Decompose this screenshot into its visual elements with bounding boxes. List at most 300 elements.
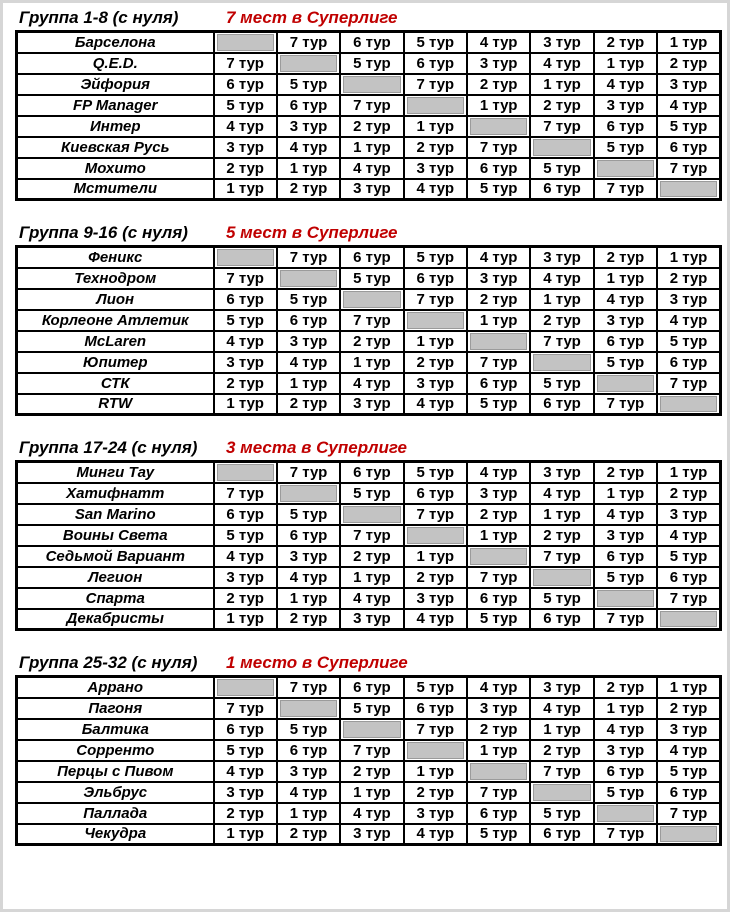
self-match-cell	[340, 289, 403, 310]
diagonal-gray-block	[280, 700, 337, 717]
round-number-cell: 3 тур	[594, 525, 657, 546]
team-name-cell: Интер	[17, 116, 214, 137]
diagonal-gray-block	[280, 485, 337, 502]
round-number-cell: 2 тур	[467, 719, 530, 740]
round-number-cell: 2 тур	[530, 95, 593, 116]
round-number-cell: 2 тур	[530, 525, 593, 546]
team-name-cell: Сорренто	[17, 740, 214, 761]
group-superleague-places: 3 места в Суперлиге	[226, 438, 407, 457]
round-number-cell: 2 тур	[404, 137, 467, 158]
round-number-cell: 5 тур	[277, 289, 340, 310]
team-row	[17, 504, 721, 525]
team-row	[17, 609, 721, 630]
round-number-cell: 1 тур	[214, 824, 277, 845]
round-number-cell: 6 тур	[594, 546, 657, 567]
round-number-cell: 7 тур	[594, 824, 657, 845]
team-row	[17, 373, 721, 394]
team-row	[17, 588, 721, 609]
round-number-cell: 6 тур	[404, 483, 467, 504]
team-row	[17, 567, 721, 588]
round-number-cell: 1 тур	[214, 609, 277, 630]
team-row	[17, 158, 721, 179]
round-number-cell: 6 тур	[404, 53, 467, 74]
round-number-cell: 3 тур	[340, 394, 403, 415]
round-number-cell: 6 тур	[594, 761, 657, 782]
round-number-cell: 4 тур	[530, 698, 593, 719]
group-header	[19, 438, 727, 458]
round-number-cell: 6 тур	[214, 504, 277, 525]
self-match-cell	[467, 331, 530, 352]
round-number-cell: 5 тур	[214, 95, 277, 116]
diagonal-gray-block	[343, 76, 400, 93]
diagonal-gray-block	[217, 249, 274, 266]
round-number-cell: 7 тур	[657, 803, 720, 824]
team-name-cell: Киевская Русь	[17, 137, 214, 158]
round-number-cell: 7 тур	[594, 394, 657, 415]
team-name-cell: Минги Тау	[17, 462, 214, 483]
team-row	[17, 179, 721, 200]
self-match-cell	[594, 588, 657, 609]
round-number-cell: 5 тур	[530, 803, 593, 824]
self-match-cell	[277, 53, 340, 74]
round-number-cell: 3 тур	[594, 740, 657, 761]
team-name-cell: Пагоня	[17, 698, 214, 719]
round-number-cell: 7 тур	[214, 483, 277, 504]
round-number-cell: 1 тур	[594, 268, 657, 289]
diagonal-gray-block	[407, 97, 464, 114]
round-number-cell: 2 тур	[340, 761, 403, 782]
round-number-cell: 7 тур	[594, 179, 657, 200]
round-number-cell: 2 тур	[277, 179, 340, 200]
round-number-cell: 2 тур	[214, 588, 277, 609]
round-number-cell: 2 тур	[594, 247, 657, 268]
round-number-cell: 7 тур	[657, 588, 720, 609]
round-number-cell: 2 тур	[214, 803, 277, 824]
round-number-cell: 6 тур	[340, 677, 403, 698]
self-match-cell	[594, 158, 657, 179]
self-match-cell	[214, 462, 277, 483]
round-number-cell: 6 тур	[530, 824, 593, 845]
round-number-cell: 4 тур	[214, 331, 277, 352]
round-number-cell: 4 тур	[530, 53, 593, 74]
round-number-cell: 3 тур	[277, 116, 340, 137]
round-number-cell: 2 тур	[340, 331, 403, 352]
diagonal-gray-block	[217, 34, 274, 51]
self-match-cell	[467, 116, 530, 137]
round-number-cell: 5 тур	[277, 74, 340, 95]
round-number-cell: 2 тур	[467, 289, 530, 310]
round-number-cell: 3 тур	[277, 331, 340, 352]
round-number-cell: 6 тур	[277, 95, 340, 116]
team-row	[17, 53, 721, 74]
round-number-cell: 5 тур	[340, 53, 403, 74]
round-number-cell: 1 тур	[404, 116, 467, 137]
self-match-cell	[404, 525, 467, 546]
round-number-cell: 5 тур	[657, 761, 720, 782]
round-number-cell: 7 тур	[467, 352, 530, 373]
round-number-cell: 1 тур	[277, 373, 340, 394]
round-number-cell: 4 тур	[657, 310, 720, 331]
round-number-cell: 6 тур	[530, 179, 593, 200]
page	[3, 3, 727, 846]
round-number-cell: 4 тур	[340, 588, 403, 609]
round-number-cell: 3 тур	[467, 268, 530, 289]
group-header	[19, 653, 727, 673]
round-number-cell: 7 тур	[340, 740, 403, 761]
round-number-cell: 7 тур	[657, 158, 720, 179]
diagonal-gray-block	[407, 527, 464, 544]
round-number-cell: 3 тур	[530, 247, 593, 268]
diagonal-gray-block	[533, 784, 590, 801]
round-number-cell: 1 тур	[657, 677, 720, 698]
round-number-cell: 1 тур	[340, 137, 403, 158]
team-row	[17, 677, 721, 698]
round-number-cell: 1 тур	[530, 719, 593, 740]
diagonal-gray-block	[597, 590, 654, 607]
group-superleague-places: 5 мест в Суперлиге	[226, 223, 398, 242]
team-row	[17, 394, 721, 415]
round-number-cell: 4 тур	[530, 268, 593, 289]
round-number-cell: 4 тур	[594, 289, 657, 310]
self-match-cell	[214, 247, 277, 268]
round-number-cell: 4 тур	[277, 137, 340, 158]
round-number-cell: 1 тур	[530, 504, 593, 525]
round-number-cell: 3 тур	[214, 782, 277, 803]
round-number-cell: 2 тур	[467, 504, 530, 525]
round-number-cell: 3 тур	[657, 719, 720, 740]
team-name-cell: Лион	[17, 289, 214, 310]
team-name-cell: Паллада	[17, 803, 214, 824]
round-number-cell: 4 тур	[467, 247, 530, 268]
round-number-cell: 3 тур	[340, 609, 403, 630]
round-number-cell: 1 тур	[657, 247, 720, 268]
round-number-cell: 6 тур	[657, 782, 720, 803]
round-number-cell: 2 тур	[594, 462, 657, 483]
round-number-cell: 7 тур	[214, 698, 277, 719]
group-section-17-24	[15, 438, 727, 631]
round-number-cell: 6 тур	[467, 158, 530, 179]
round-number-cell: 4 тур	[594, 74, 657, 95]
round-number-cell: 5 тур	[657, 331, 720, 352]
group-section-1-8	[15, 8, 727, 201]
round-number-cell: 2 тур	[277, 824, 340, 845]
team-name-cell: Технодром	[17, 268, 214, 289]
round-number-cell: 6 тур	[277, 525, 340, 546]
round-number-cell: 2 тур	[340, 546, 403, 567]
round-number-cell: 2 тур	[214, 158, 277, 179]
round-number-cell: 5 тур	[340, 268, 403, 289]
round-number-cell: 5 тур	[340, 698, 403, 719]
self-match-cell	[340, 719, 403, 740]
round-number-cell: 4 тур	[340, 158, 403, 179]
round-number-cell: 3 тур	[214, 137, 277, 158]
round-number-cell: 4 тур	[277, 567, 340, 588]
team-row	[17, 719, 721, 740]
round-number-cell: 6 тур	[404, 698, 467, 719]
round-number-cell: 3 тур	[594, 95, 657, 116]
self-match-cell	[657, 824, 720, 845]
round-number-cell: 3 тур	[467, 483, 530, 504]
round-number-cell: 6 тур	[277, 310, 340, 331]
group-section-9-16	[15, 223, 727, 416]
group-header	[19, 223, 727, 243]
group-header	[19, 8, 727, 28]
round-number-cell: 5 тур	[340, 483, 403, 504]
team-row	[17, 546, 721, 567]
round-number-cell: 3 тур	[530, 32, 593, 53]
team-name-cell: Аррано	[17, 677, 214, 698]
round-number-cell: 4 тур	[340, 373, 403, 394]
self-match-cell	[594, 803, 657, 824]
round-number-cell: 1 тур	[404, 546, 467, 567]
round-number-cell: 2 тур	[277, 394, 340, 415]
round-number-cell: 4 тур	[404, 609, 467, 630]
group-superleague-places: 1 место в Суперлиге	[226, 653, 408, 672]
round-number-cell: 4 тур	[657, 95, 720, 116]
round-number-cell: 2 тур	[530, 740, 593, 761]
round-number-cell: 6 тур	[214, 719, 277, 740]
round-number-cell: 2 тур	[404, 782, 467, 803]
round-number-cell: 7 тур	[277, 247, 340, 268]
self-match-cell	[340, 74, 403, 95]
round-number-cell: 1 тур	[657, 32, 720, 53]
round-number-cell: 4 тур	[277, 782, 340, 803]
round-number-cell: 5 тур	[530, 588, 593, 609]
round-number-cell: 1 тур	[277, 803, 340, 824]
self-match-cell	[530, 352, 593, 373]
group-superleague-places: 7 мест в Суперлиге	[226, 8, 398, 27]
round-number-cell: 2 тур	[277, 609, 340, 630]
round-number-cell: 7 тур	[530, 116, 593, 137]
schedule-table-group-1-8	[15, 30, 722, 201]
diagonal-gray-block	[280, 270, 337, 287]
diagonal-gray-block	[660, 826, 717, 843]
team-name-cell: Седьмой Вариант	[17, 546, 214, 567]
self-match-cell	[467, 761, 530, 782]
team-row	[17, 352, 721, 373]
round-number-cell: 6 тур	[657, 352, 720, 373]
round-number-cell: 6 тур	[277, 740, 340, 761]
round-number-cell: 7 тур	[467, 782, 530, 803]
team-name-cell: Эльбрус	[17, 782, 214, 803]
round-number-cell: 6 тур	[340, 32, 403, 53]
round-number-cell: 2 тур	[657, 698, 720, 719]
round-number-cell: 6 тур	[467, 373, 530, 394]
round-number-cell: 1 тур	[530, 74, 593, 95]
team-row	[17, 268, 721, 289]
group-title: Группа 9-16 (с нуля)	[19, 223, 188, 242]
diagonal-gray-block	[470, 118, 527, 135]
round-number-cell: 4 тур	[340, 803, 403, 824]
round-number-cell: 1 тур	[594, 698, 657, 719]
round-number-cell: 2 тур	[657, 483, 720, 504]
team-name-cell: FP Manager	[17, 95, 214, 116]
round-number-cell: 5 тур	[277, 504, 340, 525]
team-row	[17, 462, 721, 483]
diagonal-gray-block	[343, 291, 400, 308]
team-name-cell: Хатифнатт	[17, 483, 214, 504]
diagonal-gray-block	[217, 464, 274, 481]
round-number-cell: 5 тур	[594, 352, 657, 373]
diagonal-gray-block	[597, 160, 654, 177]
round-number-cell: 5 тур	[214, 740, 277, 761]
round-number-cell: 4 тур	[467, 677, 530, 698]
team-row	[17, 483, 721, 504]
round-number-cell: 4 тур	[530, 483, 593, 504]
diagonal-gray-block	[470, 548, 527, 565]
team-row	[17, 761, 721, 782]
round-number-cell: 7 тур	[214, 268, 277, 289]
round-number-cell: 3 тур	[530, 677, 593, 698]
round-number-cell: 5 тур	[594, 782, 657, 803]
round-number-cell: 1 тур	[594, 483, 657, 504]
round-number-cell: 3 тур	[530, 462, 593, 483]
team-name-cell: Эйфория	[17, 74, 214, 95]
round-number-cell: 3 тур	[657, 504, 720, 525]
round-number-cell: 5 тур	[467, 824, 530, 845]
round-number-cell: 3 тур	[340, 824, 403, 845]
self-match-cell	[657, 394, 720, 415]
round-number-cell: 5 тур	[214, 310, 277, 331]
round-number-cell: 3 тур	[657, 74, 720, 95]
self-match-cell	[277, 483, 340, 504]
round-number-cell: 4 тур	[594, 504, 657, 525]
team-row	[17, 32, 721, 53]
round-number-cell: 2 тур	[594, 32, 657, 53]
round-number-cell: 6 тур	[594, 116, 657, 137]
team-name-cell: San Marino	[17, 504, 214, 525]
round-number-cell: 2 тур	[404, 567, 467, 588]
self-match-cell	[657, 179, 720, 200]
round-number-cell: 5 тур	[467, 179, 530, 200]
group-section-25-32	[15, 653, 727, 846]
round-number-cell: 4 тур	[657, 740, 720, 761]
diagonal-gray-block	[343, 721, 400, 738]
round-number-cell: 5 тур	[404, 32, 467, 53]
round-number-cell: 3 тур	[214, 567, 277, 588]
diagonal-gray-block	[597, 805, 654, 822]
round-number-cell: 7 тур	[530, 331, 593, 352]
round-number-cell: 4 тур	[404, 394, 467, 415]
round-number-cell: 4 тур	[594, 719, 657, 740]
round-number-cell: 6 тур	[214, 74, 277, 95]
team-name-cell: Корлеоне Атлетик	[17, 310, 214, 331]
self-match-cell	[530, 782, 593, 803]
round-number-cell: 5 тур	[594, 567, 657, 588]
round-number-cell: 6 тур	[340, 247, 403, 268]
round-number-cell: 1 тур	[467, 525, 530, 546]
team-name-cell: RTW	[17, 394, 214, 415]
round-number-cell: 3 тур	[277, 761, 340, 782]
round-number-cell: 4 тур	[467, 32, 530, 53]
self-match-cell	[404, 95, 467, 116]
round-number-cell: 4 тур	[657, 525, 720, 546]
diagonal-gray-block	[407, 742, 464, 759]
team-name-cell: Легион	[17, 567, 214, 588]
round-number-cell: 7 тур	[340, 525, 403, 546]
team-name-cell: Феникс	[17, 247, 214, 268]
self-match-cell	[657, 609, 720, 630]
round-number-cell: 7 тур	[277, 32, 340, 53]
round-number-cell: 3 тур	[467, 698, 530, 719]
diagonal-gray-block	[280, 55, 337, 72]
team-name-cell: Перцы с Пивом	[17, 761, 214, 782]
round-number-cell: 7 тур	[467, 567, 530, 588]
team-name-cell: Q.E.D.	[17, 53, 214, 74]
round-number-cell: 5 тур	[467, 394, 530, 415]
round-number-cell: 1 тур	[214, 394, 277, 415]
round-number-cell: 6 тур	[657, 137, 720, 158]
team-name-cell: Балтика	[17, 719, 214, 740]
team-row	[17, 247, 721, 268]
round-number-cell: 7 тур	[530, 546, 593, 567]
round-number-cell: 3 тур	[467, 53, 530, 74]
round-number-cell: 7 тур	[277, 462, 340, 483]
team-row	[17, 137, 721, 158]
round-number-cell: 6 тур	[530, 394, 593, 415]
diagonal-gray-block	[533, 139, 590, 156]
group-title: Группа 17-24 (с нуля)	[19, 438, 198, 457]
round-number-cell: 1 тур	[594, 53, 657, 74]
round-number-cell: 6 тур	[214, 289, 277, 310]
round-number-cell: 2 тур	[214, 373, 277, 394]
diagonal-gray-block	[660, 181, 717, 198]
round-number-cell: 2 тур	[657, 53, 720, 74]
team-name-cell: Воины Света	[17, 525, 214, 546]
round-number-cell: 7 тур	[404, 74, 467, 95]
team-row	[17, 95, 721, 116]
team-row	[17, 824, 721, 845]
round-number-cell: 7 тур	[340, 95, 403, 116]
team-row	[17, 698, 721, 719]
round-number-cell: 4 тур	[277, 352, 340, 373]
diagonal-gray-block	[407, 312, 464, 329]
round-number-cell: 4 тур	[404, 179, 467, 200]
round-number-cell: 4 тур	[467, 462, 530, 483]
round-number-cell: 4 тур	[214, 761, 277, 782]
round-number-cell: 3 тур	[404, 803, 467, 824]
round-number-cell: 1 тур	[530, 289, 593, 310]
round-number-cell: 7 тур	[404, 719, 467, 740]
round-number-cell: 1 тур	[214, 179, 277, 200]
round-number-cell: 1 тур	[467, 740, 530, 761]
round-number-cell: 2 тур	[530, 310, 593, 331]
round-number-cell: 6 тур	[594, 331, 657, 352]
round-number-cell: 2 тур	[467, 74, 530, 95]
round-number-cell: 5 тур	[467, 609, 530, 630]
round-number-cell: 5 тур	[214, 525, 277, 546]
team-name-cell: Барселона	[17, 32, 214, 53]
group-title: Группа 25-32 (с нуля)	[19, 653, 198, 672]
self-match-cell	[214, 677, 277, 698]
round-number-cell: 5 тур	[530, 158, 593, 179]
round-number-cell: 1 тур	[467, 310, 530, 331]
team-row	[17, 331, 721, 352]
self-match-cell	[340, 504, 403, 525]
schedule-table-group-25-32	[15, 675, 722, 846]
round-number-cell: 1 тур	[404, 761, 467, 782]
team-name-cell: McLaren	[17, 331, 214, 352]
self-match-cell	[404, 310, 467, 331]
team-name-cell: Мохито	[17, 158, 214, 179]
round-number-cell: 7 тур	[657, 373, 720, 394]
self-match-cell	[594, 373, 657, 394]
team-name-cell: Юпитер	[17, 352, 214, 373]
round-number-cell: 4 тур	[214, 116, 277, 137]
round-number-cell: 5 тур	[404, 462, 467, 483]
team-name-cell: Спарта	[17, 588, 214, 609]
round-number-cell: 7 тур	[404, 504, 467, 525]
